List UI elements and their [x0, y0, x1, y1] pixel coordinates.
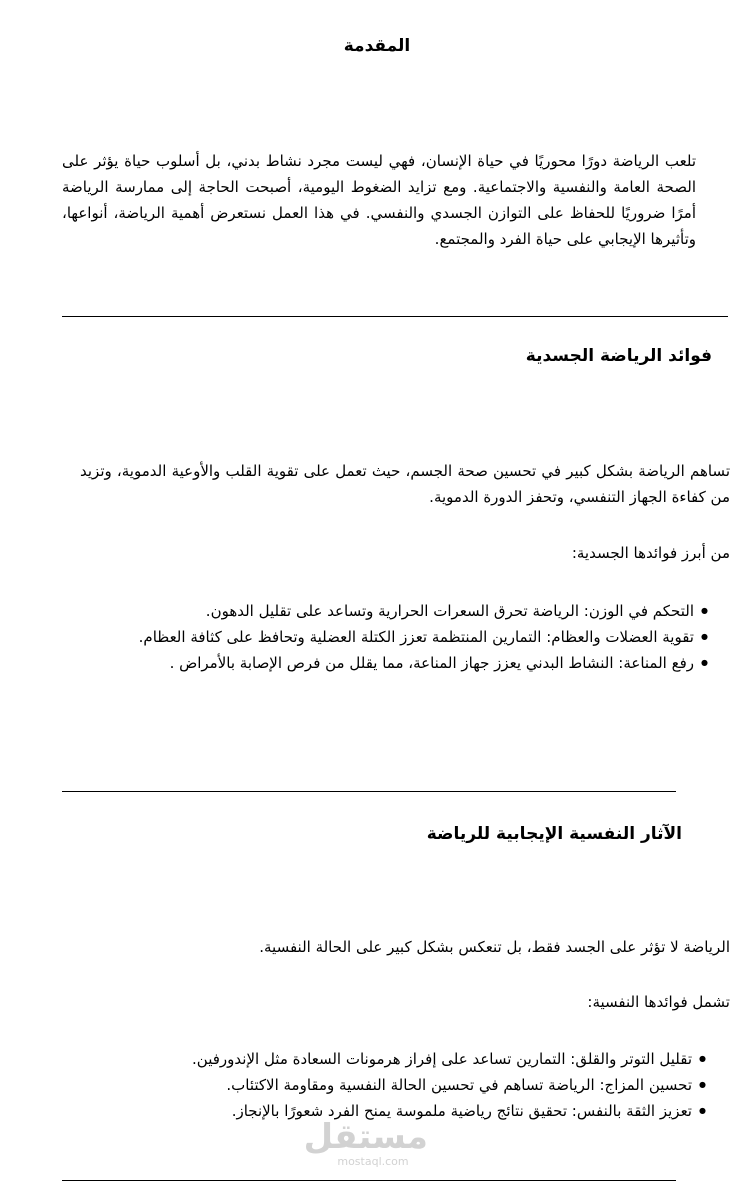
list-item: ● تقوية العضلات والعظام: التمارين المنتظمة تعزز الكتلة العضلية وتحافظ على كثافة العظام. — [108, 624, 708, 650]
section-divider — [62, 316, 728, 317]
psychological-benefits-list — [96, 1046, 706, 1124]
watermark-logo: مستقل — [303, 1117, 428, 1157]
intro-title: المقدمة — [343, 36, 411, 56]
list-item: ● تحسين المزاج: الرياضة تساهم في تحسين الحالة النفسية ومقاومة الاكتئاب. — [96, 1072, 706, 1098]
list-item: ● تعزيز الثقة بالنفس: تحقيق نتائج رياضية ملموسة يمنح الفرد شعورًا بالإنجاز. — [96, 1098, 706, 1124]
mostaql-watermark — [303, 1117, 428, 1168]
physical-paragraph: تساهم الرياضة بشكل كبير في تحسين صحة الجسم، حيث تعمل على تقوية القلب والأوعية الدموية، وتزيد من كفاءة الجهاز التنفسي، وتحفز الدورة الدموية. — [80, 462, 730, 506]
psychological-title: الآثار النفسية الإيجابية للرياضة — [426, 824, 682, 844]
list-item: ● تقليل التوتر والقلق: التمارين تساعد على إفراز هرمونات السعادة مثل الإندورفين. — [96, 1046, 706, 1072]
psychological-paragraph: الرياضة لا تؤثر على الجسد فقط، بل تنعكس بشكل كبير على الحالة النفسية. — [259, 938, 730, 956]
list-item: ● رفع المناعة: النشاط البدني يعزز جهاز المناعة، مما يقلل من فرص الإصابة بالأمراض . — [148, 650, 708, 676]
section-divider — [62, 791, 676, 792]
physical-title: فوائد الرياضة الجسدية — [525, 346, 712, 366]
section-divider — [62, 1180, 676, 1181]
psychological-list-intro: تشمل فوائدها النفسية: — [587, 993, 730, 1011]
physical-benefits-list — [108, 598, 708, 676]
intro-paragraph: تلعب الرياضة دورًا محوريًا في حياة الإنسان، فهي ليست مجرد نشاط بدني، بل أسلوب حياة يؤثر على الصحة العامة والنفسية والاجتماعية. ومع تزايد الضغوط اليومية، أصبحت الحاجة إلى ممارسة الرياضة أمرًا ضروريًا للحفاظ على التوازن الجسدي والنفسي. في هذا العمل نستعرض أهمية الرياضة، أنواعها، وتأثيرها الإيجابي على حياة الفرد والمجتمع. — [62, 152, 696, 248]
list-item: ● التحكم في الوزن: الرياضة تحرق السعرات الحرارية وتساعد على تقليل الدهون. — [108, 598, 708, 624]
watermark-url: mostaql.com — [337, 1155, 409, 1168]
physical-list-intro: من أبرز فوائدها الجسدية: — [571, 544, 730, 562]
